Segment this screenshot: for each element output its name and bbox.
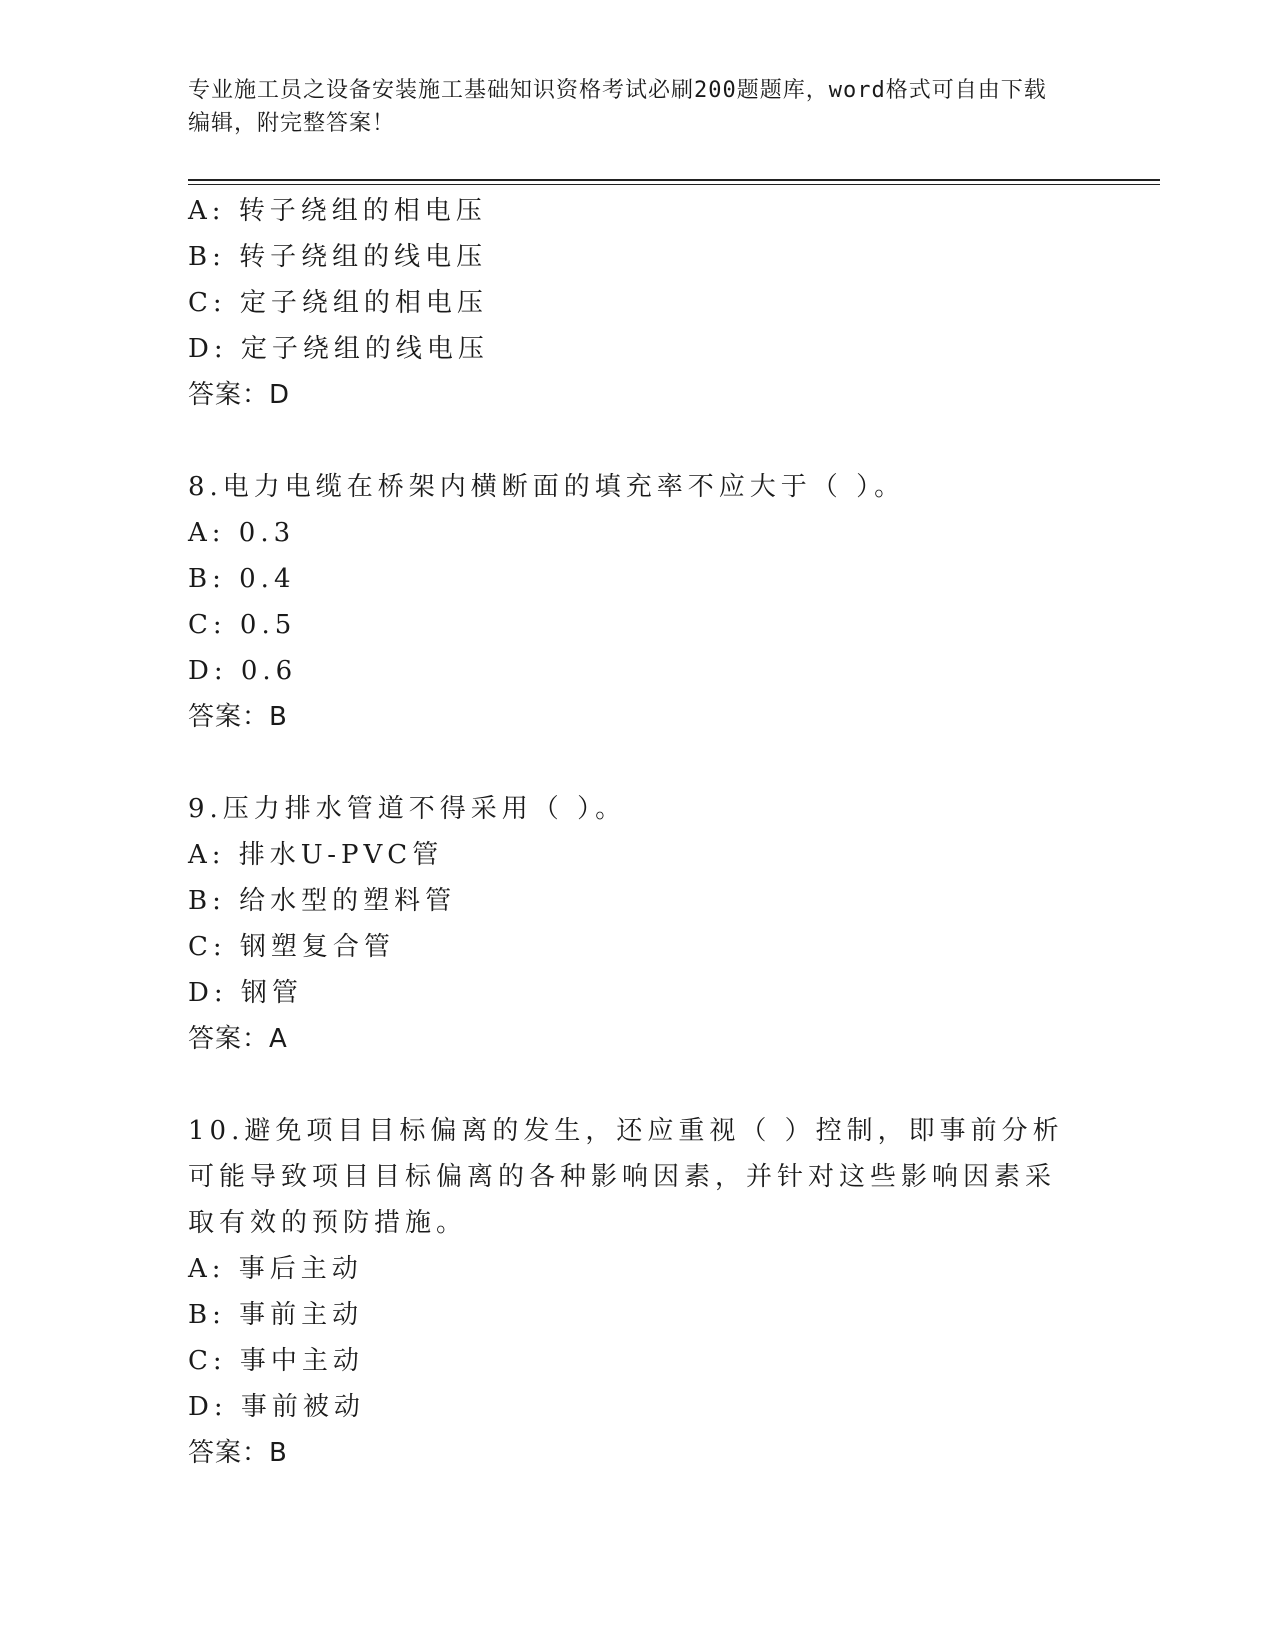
answer: 答案：B bbox=[188, 1438, 288, 1468]
header-rule-thin bbox=[188, 184, 1160, 185]
spacer bbox=[188, 740, 1088, 786]
question-stem: 9.压力排水管道不得采用（ ）。 bbox=[188, 794, 627, 824]
spacer bbox=[188, 418, 1088, 464]
spacer bbox=[188, 1062, 1088, 1108]
option-d: D: 事前被动 bbox=[188, 1392, 365, 1422]
option-a: A: 0.3 bbox=[188, 518, 296, 548]
option-b: B: 给水型的塑料管 bbox=[188, 886, 457, 916]
question-stem: 8.电力电缆在桥架内横断面的填充率不应大于（ ）。 bbox=[188, 472, 906, 502]
answer: 答案：D bbox=[188, 380, 291, 410]
option-c: C: 事中主动 bbox=[188, 1346, 364, 1376]
question-stem: 10.避免项目目标偏离的发生，还应重视（ ）控制，即事前分析可能导致项目目标偏离的各种影响因素，并针对这些影响因素采取有效的预防措施。 bbox=[188, 1116, 1064, 1238]
question-10 bbox=[188, 1108, 1088, 1476]
option-b: B: 0.4 bbox=[188, 564, 296, 594]
option-a: A: 排水U-PVC管 bbox=[188, 840, 444, 870]
answer: 答案：A bbox=[188, 1024, 288, 1054]
answer: 答案：B bbox=[188, 702, 288, 732]
option-d: D: 定子绕组的线电压 bbox=[188, 334, 489, 364]
option-a: A: 事后主动 bbox=[188, 1254, 363, 1284]
option-b: B: 转子绕组的线电压 bbox=[188, 242, 488, 272]
option-a: A: 转子绕组的相电压 bbox=[188, 196, 487, 226]
option-c: C: 钢塑复合管 bbox=[188, 932, 395, 962]
option-d: D: 钢管 bbox=[188, 978, 303, 1008]
option-b: B: 事前主动 bbox=[188, 1300, 364, 1330]
option-c: C: 定子绕组的相电压 bbox=[188, 288, 488, 318]
option-d: D: 0.6 bbox=[188, 656, 298, 686]
question-7 bbox=[188, 188, 1088, 418]
header-rule-thick bbox=[188, 179, 1160, 181]
question-list bbox=[188, 188, 1088, 1476]
question-9 bbox=[188, 786, 1088, 1062]
document-header: 专业施工员之设备安装施工基础知识资格考试必刷200题题库，word格式可自由下载编辑，附完整答案！ bbox=[188, 78, 1047, 136]
question-8 bbox=[188, 464, 1088, 740]
option-c: C: 0.5 bbox=[188, 610, 297, 640]
